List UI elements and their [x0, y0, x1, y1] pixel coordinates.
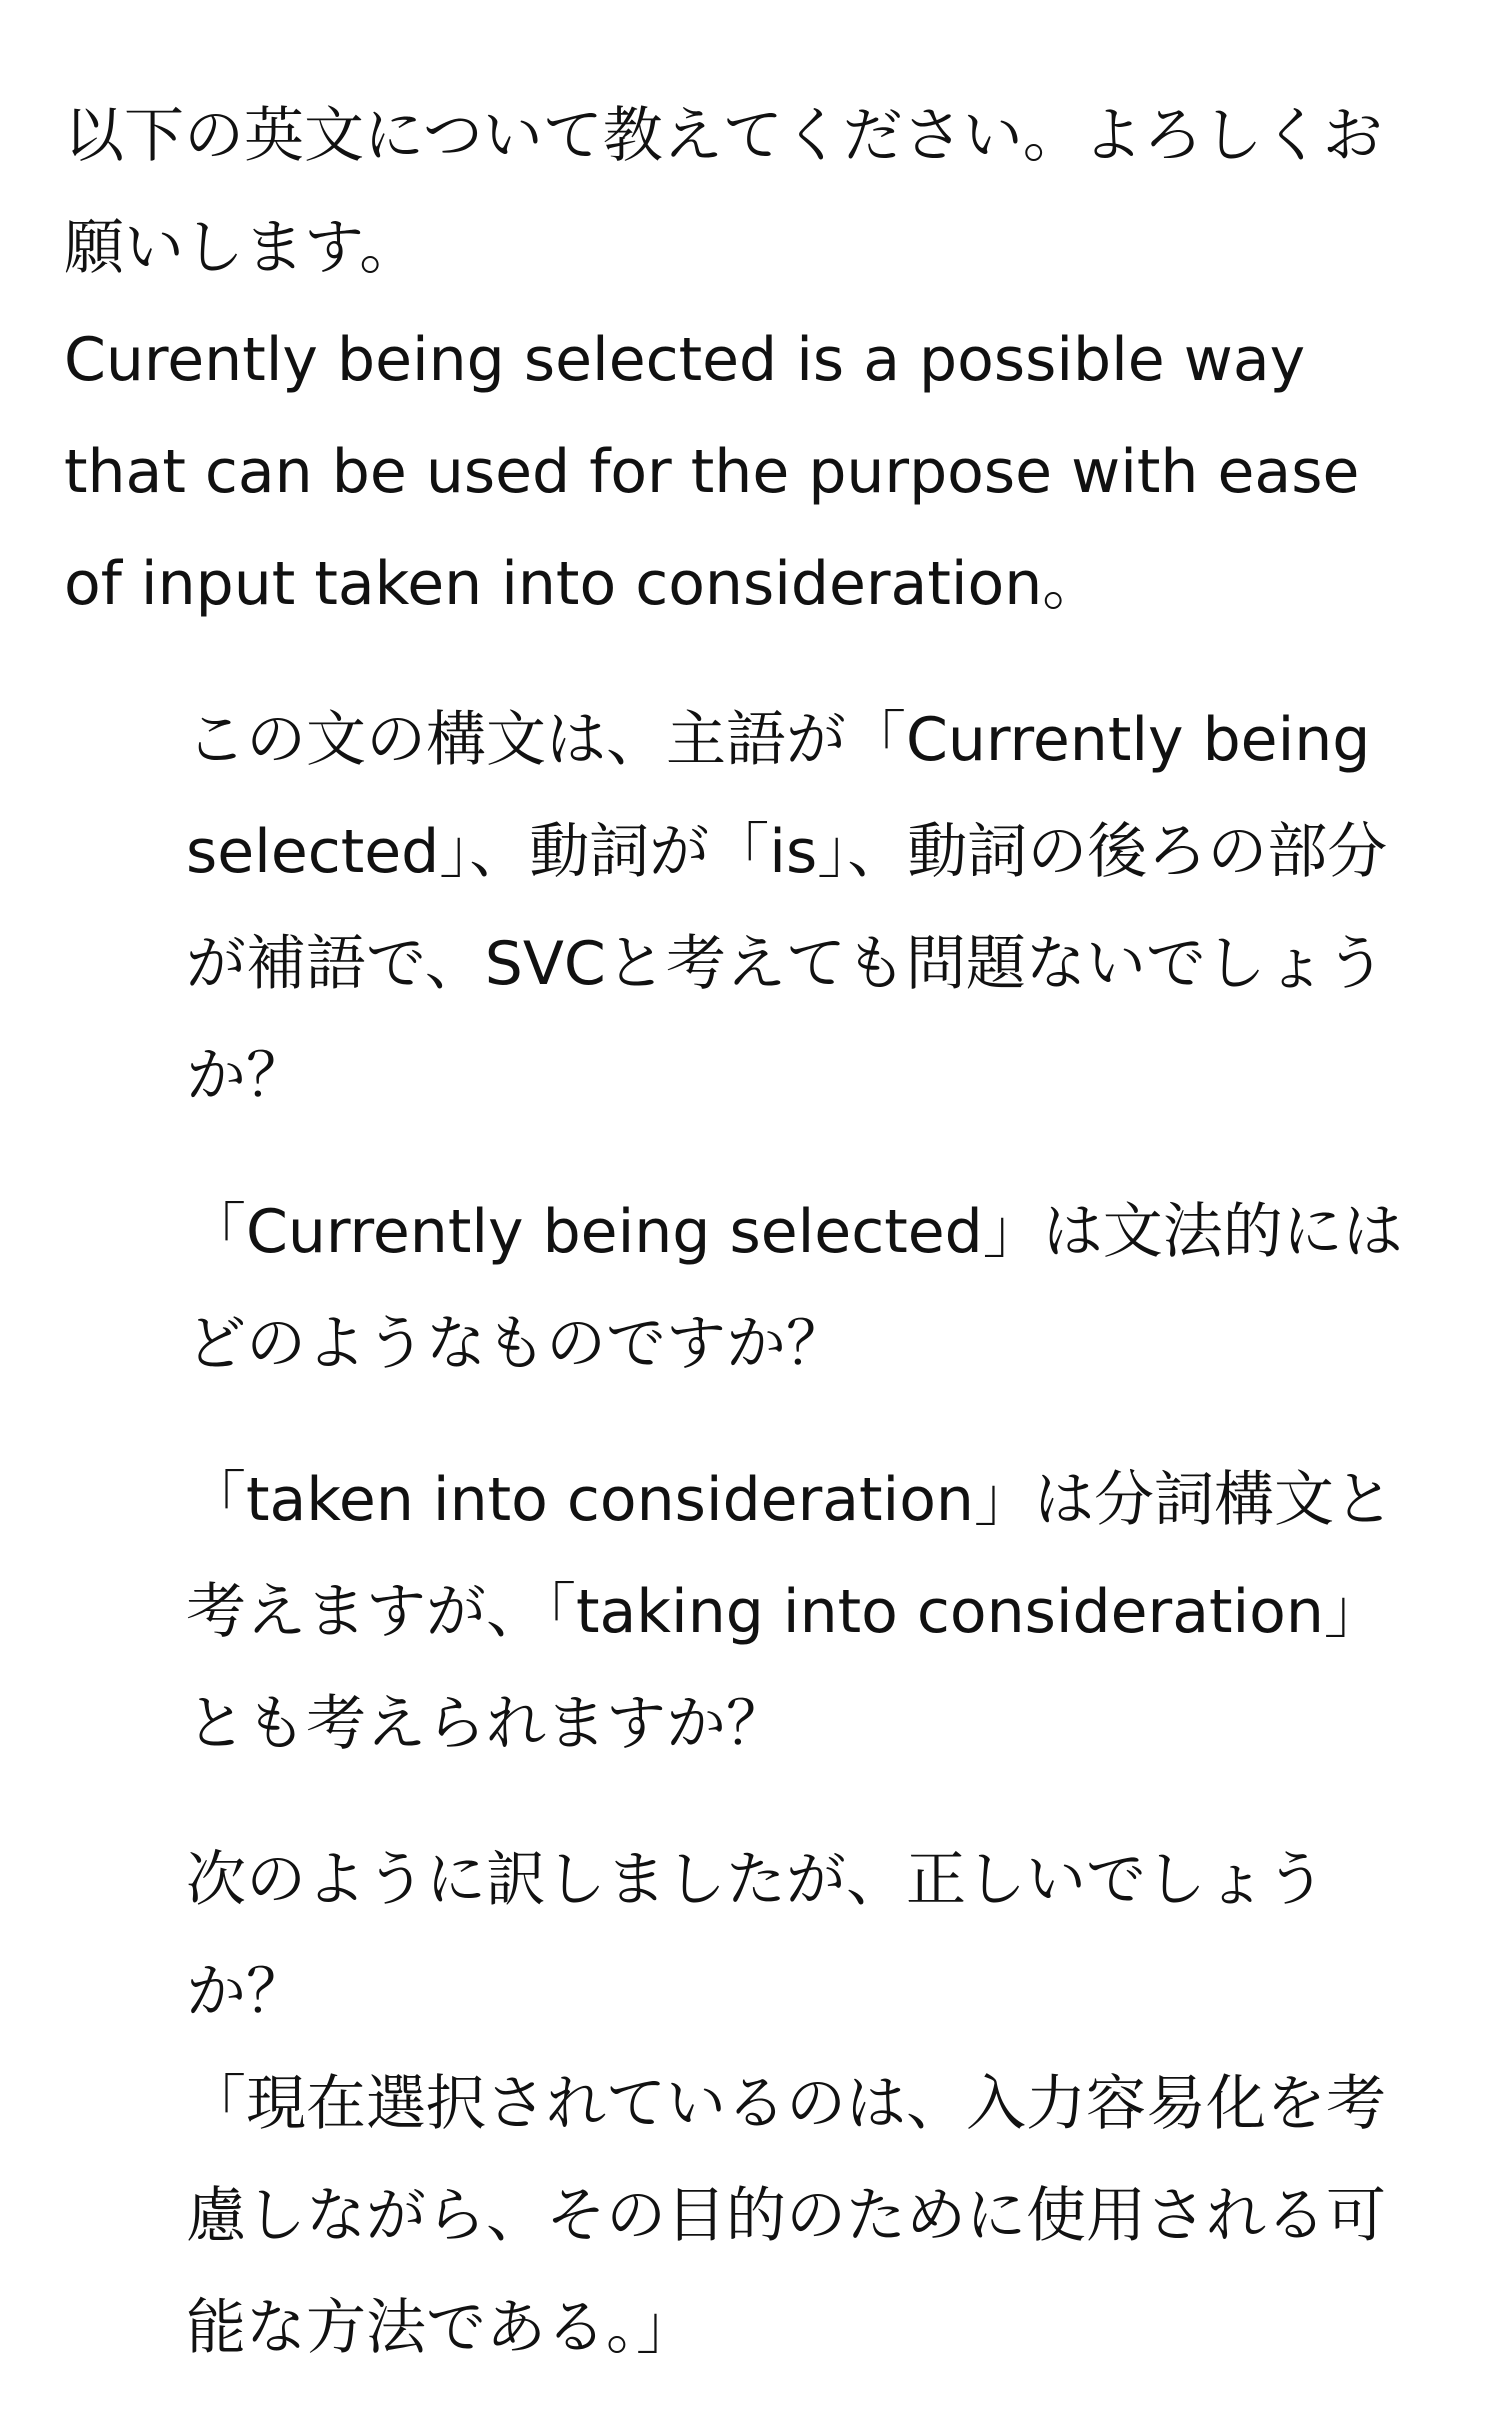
question-list: [64, 684, 1410, 2384]
intro-block: [64, 80, 1410, 640]
translation-text: 「現在選択されているのは、入力容易化を考慮しながら、その目的のために使用される可能な方法である。」: [186, 2069, 1386, 2363]
english-sentence: Curently being selected is a possible way that can be used for the purpose with ease of input taken into consideration。: [64, 325, 1360, 619]
question-item: [186, 684, 1410, 1132]
question-item: [186, 1824, 1410, 2384]
question-text: 「Currently being selected」は文法的にはどのようなものですか？: [186, 1197, 1403, 1379]
intro-request: 以下の英文について教えてください。よろしくお願いします。: [64, 101, 1383, 283]
question-text: 「taken into consideration」は分詞構文と考えますが、「taking into consideration」とも考えられますか？: [186, 1465, 1394, 1759]
question-item: [186, 1176, 1410, 1400]
question-text: この文の構文は、主語が「Currently being selected」、動詞が「is」、動詞の後ろの部分が補語で、SVCと考えても問題ないでしょうか？: [186, 705, 1388, 1111]
question-text: 次のように訳しましたが、正しいでしょうか？: [186, 1845, 1326, 2027]
question-item: [186, 1444, 1410, 1780]
